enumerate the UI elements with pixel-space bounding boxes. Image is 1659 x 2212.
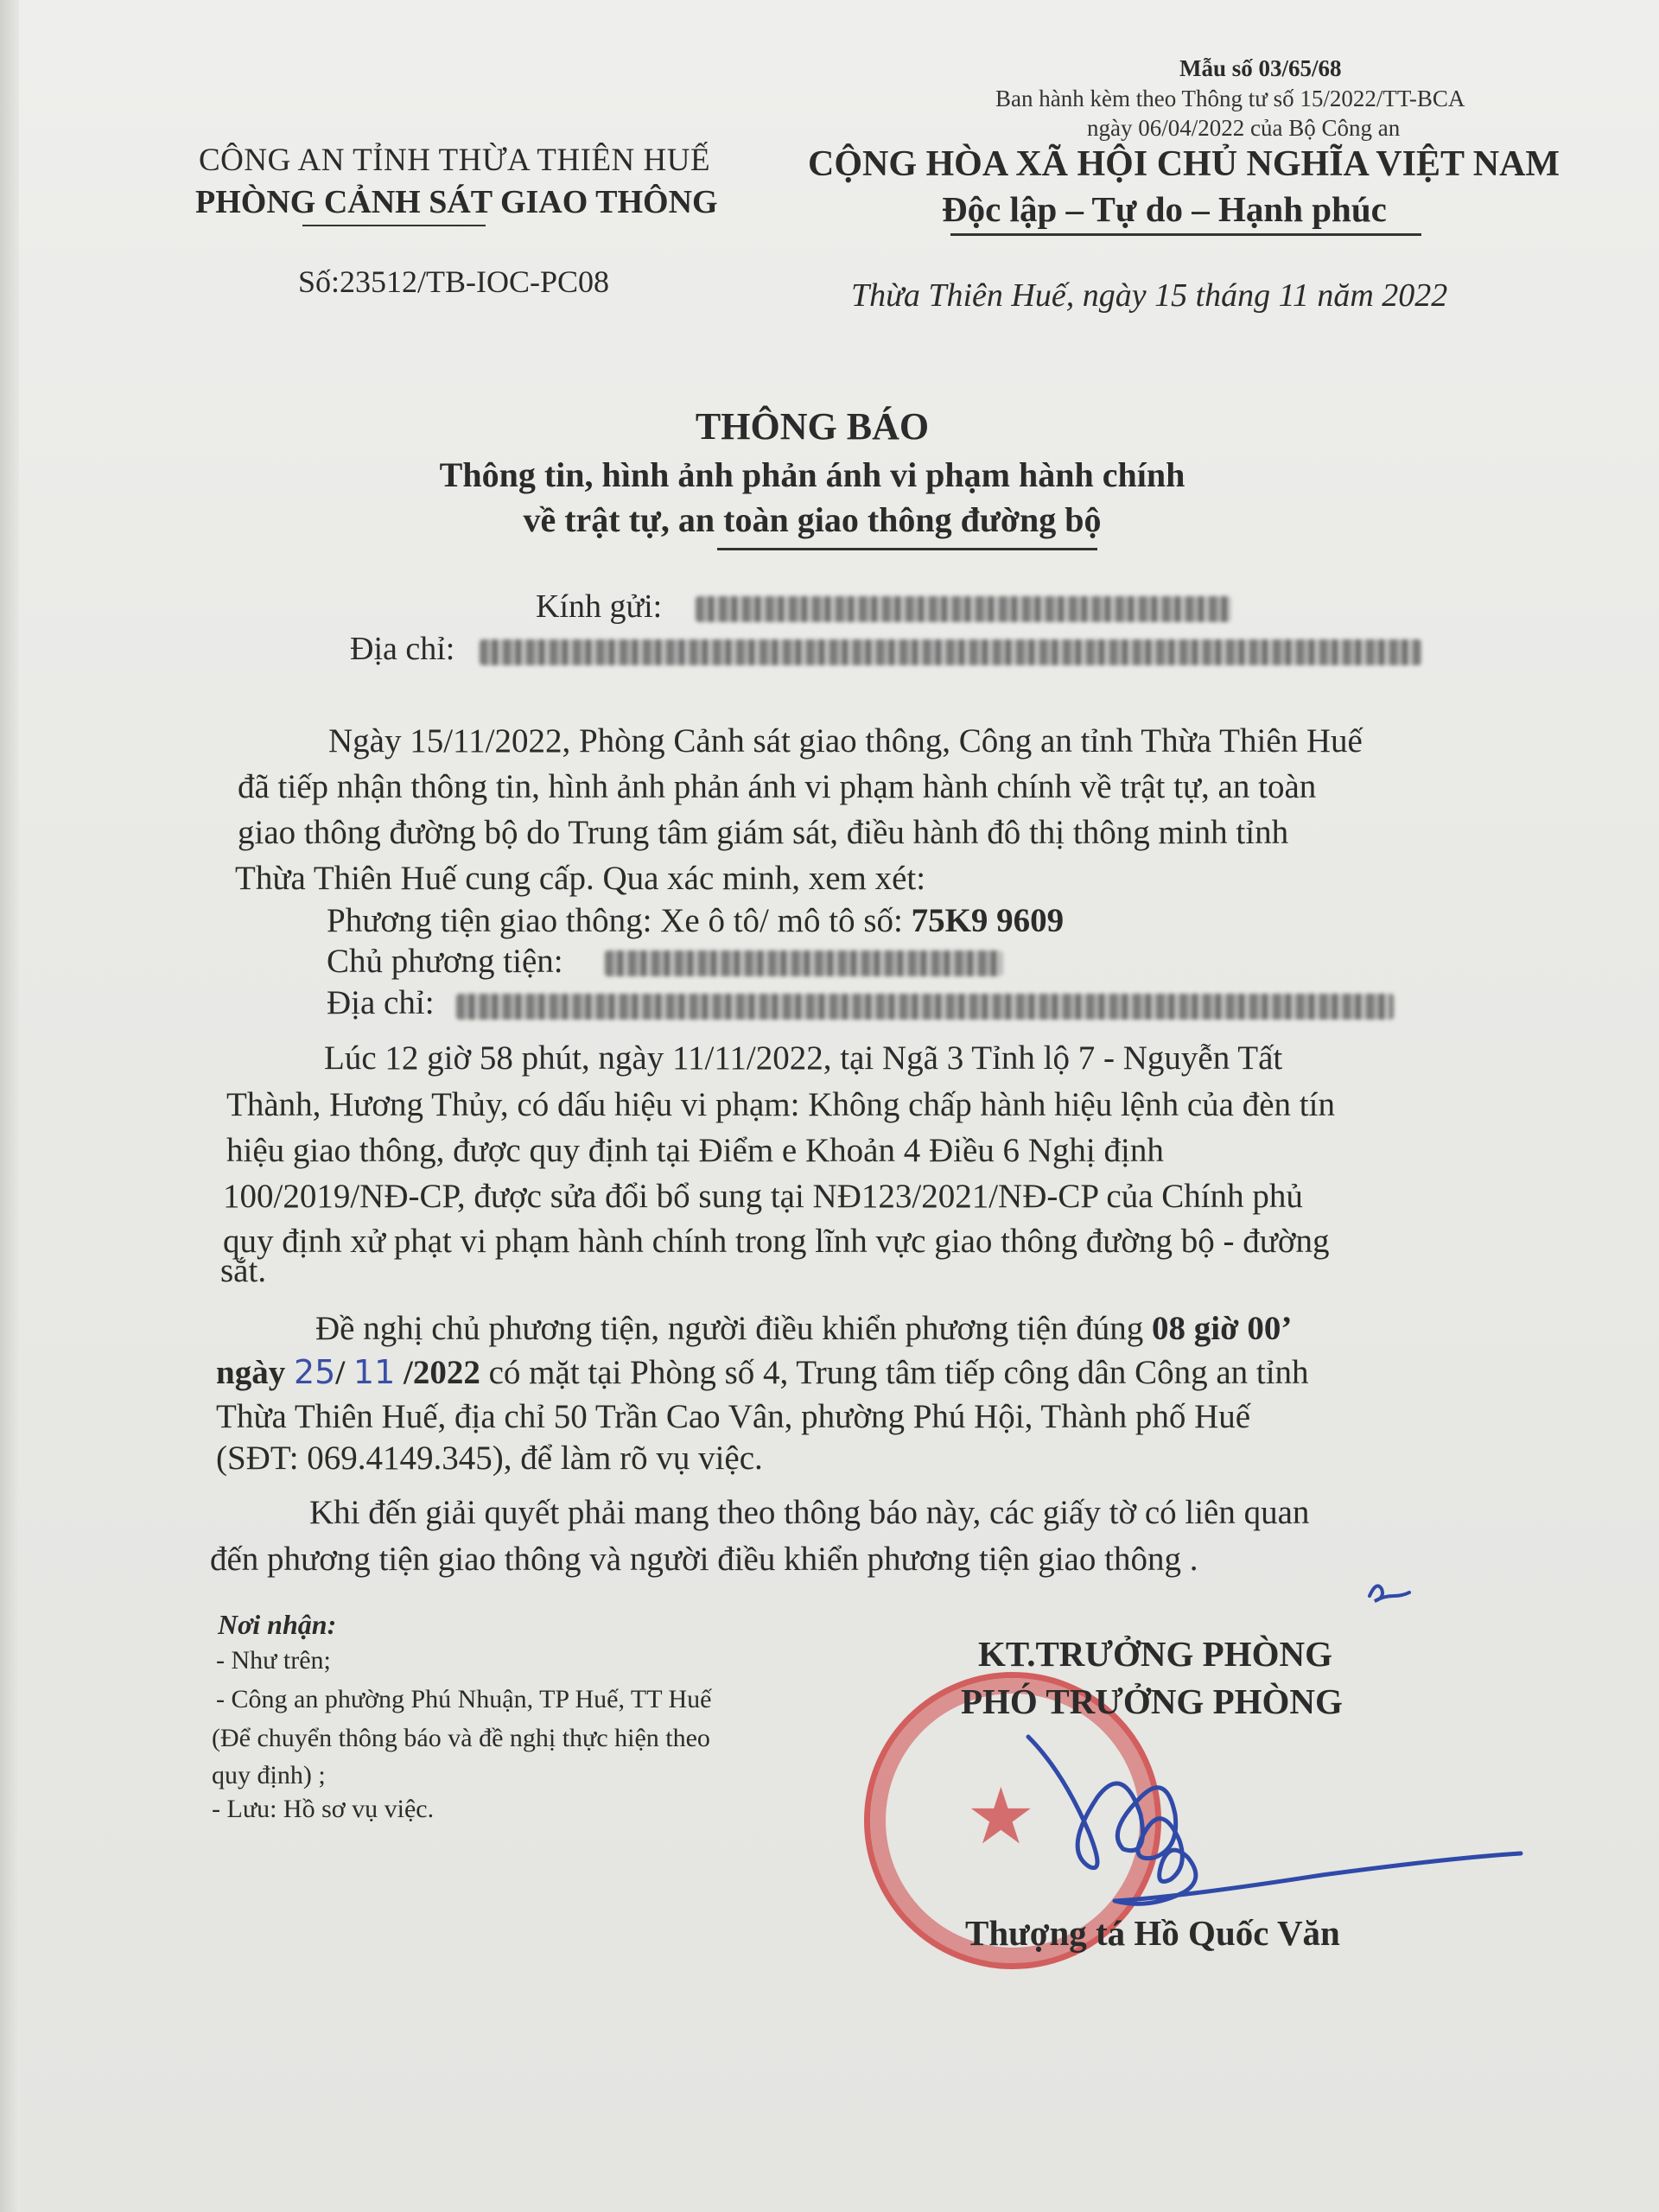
violation-line-5: quy định xử phạt vi phạm hành chính trong lĩnh vực giao thông đường bộ - đường	[223, 1223, 1330, 1260]
day-label: ngày	[216, 1354, 286, 1391]
request-text: Đề nghị chủ phương tiện, người điều khiển phương tiện đúng	[315, 1310, 1152, 1347]
recipient-item: - Lưu: Hồ sơ vụ việc.	[212, 1795, 435, 1823]
initial-mark	[1370, 1586, 1409, 1601]
request-location: có mặt tại Phòng số 4, Trung tâm tiếp công dân Công an tỉnh	[480, 1354, 1309, 1391]
closing-line-2: đến phương tiện giao thông và người điều khiển phương tiện giao thông .	[210, 1541, 1198, 1578]
appointment-time: 08 giờ 00’	[1152, 1310, 1293, 1347]
issued-with: Ban hành kèm theo Thông tư số 15/2022/TT-BCA	[995, 86, 1465, 111]
request-line-4: (SĐT: 069.4149.345), để làm rõ vụ việc.	[216, 1440, 763, 1477]
request-line-3: Thừa Thiên Huế, địa chỉ 50 Trần Cao Vân, phường Phú Hội, Thành phố Huế	[216, 1398, 1251, 1435]
document-subtitle-2: về trật tự, an toàn giao thông đường bộ	[523, 500, 1102, 539]
appointment-year: /2022	[404, 1354, 480, 1391]
violation-line-4: 100/2019/NĐ-CP, được sửa đổi bổ sung tại NĐ123/2021/NĐ-CP của Chính phủ	[223, 1178, 1303, 1215]
recipient-item: quy định) ;	[212, 1761, 326, 1789]
request-line-2: ngày 25/ 11 /2022 có mặt tại Phòng số 4, Trung tâm tiếp công dân Công an tỉnh	[216, 1353, 1309, 1391]
nation-title: CỘNG HÒA XÃ HỘI CHỦ NGHĨA VIỆT NAM	[808, 144, 1560, 184]
closing-line-1: Khi đến giải quyết phải mang theo thông báo này, các giấy tờ có liên quan	[309, 1494, 1310, 1531]
handwritten-month: 11	[353, 1353, 396, 1391]
intro-line-1: Ngày 15/11/2022, Phòng Cảnh sát giao thông, Công an tỉnh Thừa Thiên Huế	[328, 722, 1363, 760]
recipient-item: (Để chuyển thông báo và đề nghị thực hiện theo	[212, 1724, 710, 1752]
handwritten-day: 25	[293, 1353, 336, 1391]
intro-line-2: đã tiếp nhận thông tin, hình ảnh phản ánh vi phạm hành chính về trật tự, an toàn	[238, 768, 1317, 805]
form-number: Mẫu số 03/65/68	[1179, 55, 1342, 81]
violation-line-3: hiệu giao thông, được quy định tại Điểm e Khoản 4 Điều 6 Nghị định	[226, 1132, 1164, 1169]
license-plate: 75K9 9609	[911, 902, 1065, 939]
violation-line-2: Thành, Hương Thủy, có dấu hiệu vi phạm: Không chấp hành hiệu lệnh của đèn tín	[226, 1086, 1335, 1123]
vehicle-label: Phương tiện giao thông: Xe ô tô/ mô tô số:	[327, 902, 903, 939]
recipient-item: - Như trên;	[216, 1646, 331, 1675]
recipients-title: Nơi nhận:	[218, 1609, 337, 1640]
signer-role-2: PHÓ TRƯỞNG PHÒNG	[961, 1681, 1343, 1721]
document-number: Số:23512/TB-IOC-PC08	[298, 264, 610, 299]
signature-stroke	[1028, 1737, 1521, 1904]
violation-line-6: sắt.	[220, 1252, 267, 1289]
recipient-item: - Công an phường Phú Nhuận, TP Huế, TT Huế	[216, 1685, 712, 1713]
to-label: Kính gửi:	[536, 588, 663, 625]
owner-label: Chủ phương tiện:	[327, 943, 563, 980]
motto: Độc lập – Tự do – Hạnh phúc	[942, 189, 1387, 229]
address-label: Địa chỉ:	[350, 631, 455, 667]
document-subtitle-1: Thông tin, hình ảnh phản ánh vi phạm hành chính	[439, 455, 1185, 494]
place-date: Thừa Thiên Huế, ngày 15 tháng 11 năm 2022	[851, 277, 1448, 314]
intro-line-4: Thừa Thiên Huế cung cấp. Qua xác minh, xem xét:	[235, 860, 926, 897]
agency-name: PHÒNG CẢNH SÁT GIAO THÔNG	[195, 184, 718, 220]
owner-address-label: Địa chỉ:	[327, 984, 435, 1021]
signer-name: Thượng tá Hồ Quốc Văn	[965, 1913, 1340, 1953]
intro-line-3: giao thông đường bộ do Trung tâm giám sát, điều hành đô thị thông minh tỉnh	[238, 814, 1289, 851]
agency-parent: CÔNG AN TỈNH THỪA THIÊN HUẾ	[199, 143, 711, 178]
issued-date: ngày 06/04/2022 của Bộ Công an	[1087, 115, 1401, 141]
signer-role-1: KT.TRƯỞNG PHÒNG	[978, 1634, 1332, 1674]
document-title: THÔNG BÁO	[695, 405, 930, 448]
stamp-star-icon: ★	[966, 1771, 1036, 1862]
violation-line-1: Lúc 12 giờ 58 phút, ngày 11/11/2022, tại Ngã 3 Tỉnh lộ 7 - Nguyễn Tất	[324, 1039, 1283, 1077]
